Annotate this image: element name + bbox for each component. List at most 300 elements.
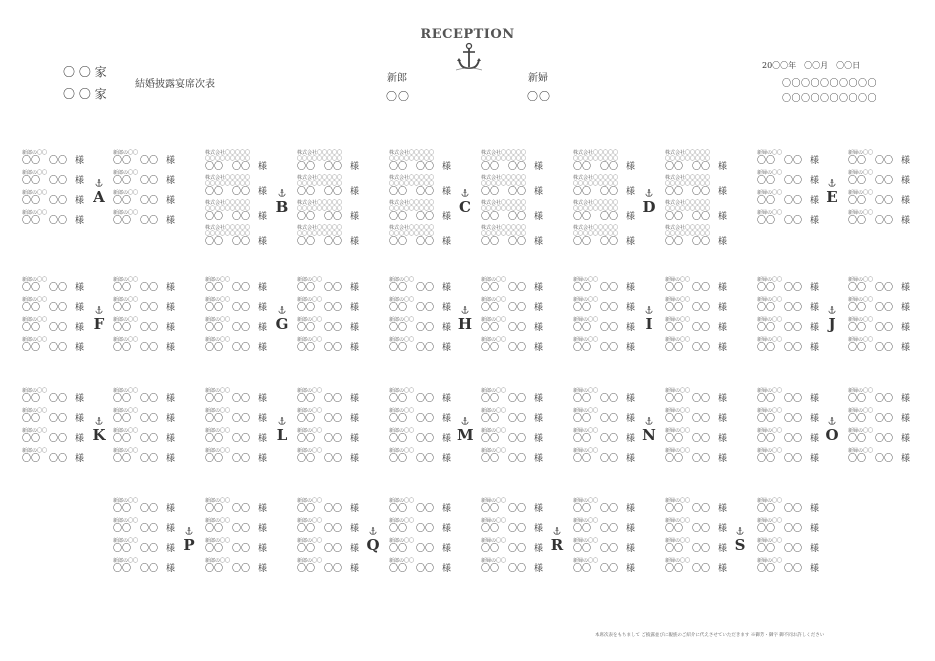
guest-name: 〇〇 〇〇 — [848, 196, 894, 206]
guest-entry — [757, 297, 819, 317]
guest-relation: 新郎の〇〇 — [389, 498, 415, 504]
guest-title: 〇〇〇〇〇〇〇〇〇 — [573, 156, 619, 162]
guest-entry — [205, 408, 267, 428]
guest-name-line — [297, 212, 359, 222]
guest-name-line — [481, 524, 543, 534]
guest-relation: 新郎の〇〇 — [205, 558, 231, 564]
guest-name-line — [389, 564, 451, 574]
guest-relation: 新郎の〇〇 — [481, 428, 507, 434]
guest-entry — [848, 317, 910, 337]
guest-name: 〇〇 〇〇 — [665, 303, 711, 313]
guest-honorific: 様 — [166, 176, 176, 186]
table-column-right — [297, 150, 359, 250]
guest-honorific: 様 — [75, 196, 85, 206]
guest-name-line — [665, 394, 727, 404]
guest-relation: 新郎の〇〇 — [389, 408, 415, 414]
table-letter: G — [275, 315, 289, 333]
guest-entry — [757, 317, 819, 337]
guest-entry — [113, 170, 175, 190]
guest-name: 〇〇 〇〇 — [22, 176, 68, 186]
guest-name-line — [481, 303, 543, 313]
table-column-left — [573, 277, 635, 357]
guest-name-line — [573, 212, 635, 222]
guest-name-line — [481, 454, 543, 464]
guest-name: 〇〇 〇〇 — [665, 162, 711, 172]
guest-honorific: 様 — [442, 212, 452, 222]
guest-name-line — [573, 564, 635, 574]
guest-company: 株式会社〇〇〇〇〇 — [573, 225, 619, 231]
guest-entry — [665, 408, 727, 428]
guest-name-line — [297, 303, 359, 313]
guest-honorific: 様 — [350, 544, 360, 554]
guest-entry — [113, 297, 175, 317]
guest-entry — [573, 558, 635, 578]
anchor-icon — [828, 306, 836, 314]
guest-honorific: 様 — [258, 187, 268, 197]
guest-entry — [757, 518, 819, 538]
guest-name-line — [113, 216, 175, 226]
guest-entry — [297, 428, 359, 448]
guest-name-line — [757, 156, 819, 166]
guest-name-line — [389, 283, 451, 293]
guest-relation: 新郎の〇〇 — [205, 428, 231, 434]
guest-relation: 新郎の〇〇 — [297, 317, 323, 323]
guest-name: 〇〇 〇〇 — [389, 394, 435, 404]
guest-name-line — [113, 156, 175, 166]
guest-honorific: 様 — [75, 394, 85, 404]
guest-name: 〇〇 〇〇 — [297, 504, 343, 514]
guest-name: 〇〇 〇〇 — [848, 343, 894, 353]
guest-relation: 新婦の〇〇 — [573, 317, 599, 323]
anchor-icon — [645, 189, 653, 197]
guest-name: 〇〇 〇〇 — [389, 434, 435, 444]
guest-honorific: 様 — [350, 343, 360, 353]
guest-honorific: 様 — [166, 303, 176, 313]
guest-company: 株式会社〇〇〇〇〇 — [573, 200, 619, 206]
guest-name-line — [297, 524, 359, 534]
guest-entry — [665, 388, 727, 408]
table-column-right — [113, 150, 175, 230]
guest-entry — [757, 190, 819, 210]
guest-relation: 新婦の〇〇 — [848, 388, 874, 394]
guest-name: 〇〇 〇〇 — [481, 212, 527, 222]
guest-name: 〇〇 〇〇 — [389, 283, 435, 293]
guest-entry — [757, 408, 819, 428]
guest-entry — [297, 317, 359, 337]
guest-entry — [389, 428, 451, 448]
guest-name: 〇〇 〇〇 — [22, 303, 68, 313]
guest-relation: 新郎の〇〇 — [22, 428, 48, 434]
guest-honorific: 様 — [350, 414, 360, 424]
guest-relation: 新郎の〇〇 — [113, 150, 139, 156]
guest-honorific: 様 — [75, 323, 85, 333]
guest-company: 株式会社〇〇〇〇〇 — [481, 150, 527, 156]
guest-name: 〇〇 〇〇 — [22, 323, 68, 333]
guest-name: 〇〇 〇〇 — [297, 343, 343, 353]
guest-name: 〇〇 〇〇 — [113, 176, 159, 186]
guest-honorific: 様 — [901, 216, 911, 226]
guest-name-line — [113, 544, 175, 554]
guest-honorific: 様 — [442, 414, 452, 424]
guest-relation: 新婦の〇〇 — [757, 538, 783, 544]
guest-honorific: 様 — [810, 564, 820, 574]
guest-name-line — [481, 162, 543, 172]
anchor-icon — [95, 417, 103, 425]
table-column-left — [22, 388, 84, 468]
guest-name-line — [389, 394, 451, 404]
guest-relation: 新郎の〇〇 — [205, 498, 231, 504]
guest-name-line — [573, 343, 635, 353]
guest-relation: 新郎の〇〇 — [113, 538, 139, 544]
guest-name-line — [389, 187, 451, 197]
table-column-right — [297, 277, 359, 357]
guest-entry — [665, 225, 727, 250]
guest-relation: 新婦の〇〇 — [665, 317, 691, 323]
groom-name: 〇〇 — [386, 90, 410, 103]
guest-name-line — [848, 394, 910, 404]
guest-name: 〇〇 〇〇 — [113, 544, 159, 554]
guest-entry — [573, 408, 635, 428]
guest-honorific: 様 — [350, 524, 360, 534]
guest-entry — [665, 317, 727, 337]
guest-name: 〇〇 〇〇 — [481, 504, 527, 514]
guest-honorific: 様 — [626, 212, 636, 222]
guest-honorific: 様 — [258, 454, 268, 464]
guest-entry — [848, 170, 910, 190]
table-column-right — [848, 388, 910, 468]
guest-name-line — [297, 454, 359, 464]
guest-name: 〇〇 〇〇 — [757, 176, 803, 186]
guest-relation: 新郎の〇〇 — [297, 518, 323, 524]
guest-name: 〇〇 〇〇 — [205, 394, 251, 404]
guest-name: 〇〇 〇〇 — [297, 524, 343, 534]
table-column-left — [205, 388, 267, 468]
guest-name: 〇〇 〇〇 — [757, 414, 803, 424]
guest-entry — [848, 388, 910, 408]
guest-honorific: 様 — [75, 434, 85, 444]
table-column-right — [113, 388, 175, 468]
guest-entry — [481, 408, 543, 428]
guest-name: 〇〇 〇〇 — [757, 196, 803, 206]
guest-name-line — [205, 323, 267, 333]
guest-company: 株式会社〇〇〇〇〇 — [389, 200, 435, 206]
guest-honorific: 様 — [442, 303, 452, 313]
guest-name-line — [757, 544, 819, 554]
guest-relation: 新婦の〇〇 — [848, 297, 874, 303]
guest-entry — [389, 337, 451, 357]
guest-entry — [848, 190, 910, 210]
guest-name-line — [481, 394, 543, 404]
guest-name-line — [113, 564, 175, 574]
guest-entry — [665, 297, 727, 317]
guest-honorific: 様 — [626, 394, 636, 404]
guest-entry — [205, 200, 267, 225]
guest-name-line — [297, 237, 359, 247]
guest-name: 〇〇 〇〇 — [481, 303, 527, 313]
guest-relation: 新郎の〇〇 — [22, 170, 48, 176]
guest-honorific: 様 — [166, 343, 176, 353]
table-column-left — [389, 388, 451, 468]
guest-relation: 新郎の〇〇 — [297, 448, 323, 454]
anchor-icon — [185, 527, 193, 535]
guest-honorific: 様 — [350, 303, 360, 313]
guest-name: 〇〇 〇〇 — [481, 162, 527, 172]
guest-relation: 新郎の〇〇 — [389, 538, 415, 544]
guest-entry — [205, 277, 267, 297]
guest-name-line — [297, 162, 359, 172]
guest-honorific: 様 — [901, 196, 911, 206]
table-column-right — [481, 277, 543, 357]
guest-name-line — [848, 434, 910, 444]
guest-honorific: 様 — [626, 303, 636, 313]
guest-relation: 新婦の〇〇 — [848, 448, 874, 454]
guest-name: 〇〇 〇〇 — [205, 414, 251, 424]
guest-entry — [848, 297, 910, 317]
guest-name: 〇〇 〇〇 — [573, 162, 619, 172]
guest-honorific: 様 — [810, 176, 820, 186]
guest-entry — [481, 428, 543, 448]
guest-honorific: 様 — [258, 283, 268, 293]
guest-relation: 新婦の〇〇 — [848, 150, 874, 156]
guest-relation: 新婦の〇〇 — [665, 538, 691, 544]
table-letter: A — [93, 188, 105, 206]
guest-relation: 新郎の〇〇 — [22, 317, 48, 323]
guest-entry — [22, 170, 84, 190]
anchor-icon — [828, 179, 836, 187]
guest-name: 〇〇 〇〇 — [848, 434, 894, 444]
guest-relation: 新郎の〇〇 — [113, 498, 139, 504]
guest-entry — [22, 190, 84, 210]
guest-name-line — [757, 414, 819, 424]
guest-honorific: 様 — [75, 343, 85, 353]
guest-name-line — [665, 434, 727, 444]
guest-name-line — [22, 454, 84, 464]
guest-honorific: 様 — [442, 283, 452, 293]
guest-name: 〇〇 〇〇 — [113, 303, 159, 313]
guest-name: 〇〇 〇〇 — [113, 524, 159, 534]
guest-entry — [297, 498, 359, 518]
guest-entry — [205, 225, 267, 250]
guest-name-line — [665, 283, 727, 293]
guest-honorific: 様 — [166, 504, 176, 514]
guest-honorific: 様 — [626, 343, 636, 353]
guest-relation: 新婦の〇〇 — [665, 558, 691, 564]
guest-honorific: 様 — [626, 237, 636, 247]
anchor-icon — [278, 189, 286, 197]
guest-honorific: 様 — [350, 504, 360, 514]
table-column-right — [665, 388, 727, 468]
guest-name-line — [481, 323, 543, 333]
guest-relation: 新婦の〇〇 — [481, 558, 507, 564]
guest-name-line — [205, 212, 267, 222]
guest-honorific: 様 — [810, 454, 820, 464]
guest-relation: 新郎の〇〇 — [389, 317, 415, 323]
guest-name: 〇〇 〇〇 — [481, 414, 527, 424]
guest-name-line — [389, 524, 451, 534]
guest-name: 〇〇 〇〇 — [297, 544, 343, 554]
table-column-left — [573, 150, 635, 250]
guest-title: 〇〇〇〇〇〇〇〇〇 — [297, 156, 343, 162]
table-letter: I — [645, 315, 653, 333]
guest-relation: 新婦の〇〇 — [573, 538, 599, 544]
guest-relation: 新郎の〇〇 — [389, 388, 415, 394]
guest-honorific: 様 — [258, 162, 268, 172]
guest-name-line — [481, 212, 543, 222]
guest-relation: 新郎の〇〇 — [113, 558, 139, 564]
table-letter: E — [826, 188, 838, 206]
guest-name-line — [665, 544, 727, 554]
guest-relation: 新郎の〇〇 — [205, 388, 231, 394]
guest-honorific: 様 — [75, 156, 85, 166]
guest-honorific: 様 — [901, 454, 911, 464]
guest-honorific: 様 — [810, 434, 820, 444]
guest-name-line — [389, 303, 451, 313]
table-column-right — [481, 150, 543, 250]
guest-entry — [297, 538, 359, 558]
guest-honorific: 様 — [810, 323, 820, 333]
guest-entry — [757, 388, 819, 408]
table-letter: C — [459, 198, 471, 216]
table-column-left — [205, 277, 267, 357]
guest-name: 〇〇 〇〇 — [848, 323, 894, 333]
guest-honorific: 様 — [534, 504, 544, 514]
guest-relation: 新郎の〇〇 — [22, 150, 48, 156]
guest-relation: 新郎の〇〇 — [22, 388, 48, 394]
guest-honorific: 様 — [258, 343, 268, 353]
guest-entry — [113, 210, 175, 230]
guest-relation: 新婦の〇〇 — [757, 190, 783, 196]
guest-honorific: 様 — [442, 434, 452, 444]
guest-entry — [481, 388, 543, 408]
table-column-right — [389, 498, 451, 578]
guest-entry — [297, 518, 359, 538]
guest-entry — [22, 317, 84, 337]
guest-name: 〇〇 〇〇 — [389, 564, 435, 574]
guest-honorific: 様 — [75, 454, 85, 464]
guest-relation: 新郎の〇〇 — [113, 277, 139, 283]
guest-name: 〇〇 〇〇 — [573, 187, 619, 197]
guest-entry — [113, 428, 175, 448]
guest-entry — [573, 428, 635, 448]
table-column-left — [113, 498, 175, 578]
guest-entry — [389, 150, 451, 175]
guest-honorific: 様 — [810, 343, 820, 353]
guest-relation: 新郎の〇〇 — [113, 448, 139, 454]
guest-name: 〇〇 〇〇 — [665, 237, 711, 247]
guest-entry — [757, 277, 819, 297]
guest-honorific: 様 — [534, 303, 544, 313]
guest-name-line — [573, 237, 635, 247]
guest-entry — [113, 558, 175, 578]
guest-entry — [297, 225, 359, 250]
guest-honorific: 様 — [258, 212, 268, 222]
guest-honorific: 様 — [810, 303, 820, 313]
guest-name: 〇〇 〇〇 — [297, 323, 343, 333]
guest-name-line — [757, 524, 819, 534]
guest-relation: 新郎の〇〇 — [113, 408, 139, 414]
guest-name: 〇〇 〇〇 — [113, 504, 159, 514]
guest-title: 〇〇〇〇〇〇〇〇〇 — [665, 156, 711, 162]
guest-name: 〇〇 〇〇 — [573, 504, 619, 514]
guest-name-line — [848, 156, 910, 166]
table-letter: Q — [366, 536, 380, 554]
guest-honorific: 様 — [626, 504, 636, 514]
guest-name: 〇〇 〇〇 — [573, 454, 619, 464]
guest-title: 〇〇〇〇〇〇〇〇〇 — [573, 206, 619, 212]
guest-honorific: 様 — [442, 524, 452, 534]
guest-name-line — [665, 414, 727, 424]
guest-honorific: 様 — [166, 196, 176, 206]
guest-title: 〇〇〇〇〇〇〇〇〇 — [665, 181, 711, 187]
guest-honorific: 様 — [718, 343, 728, 353]
guest-honorific: 様 — [810, 504, 820, 514]
guest-entry — [297, 448, 359, 468]
guest-relation: 新婦の〇〇 — [573, 388, 599, 394]
guest-name: 〇〇 〇〇 — [113, 454, 159, 464]
guest-name: 〇〇 〇〇 — [205, 283, 251, 293]
guest-name-line — [848, 343, 910, 353]
guest-name-line — [573, 504, 635, 514]
guest-honorific: 様 — [442, 237, 452, 247]
guest-company: 株式会社〇〇〇〇〇 — [389, 150, 435, 156]
guest-name: 〇〇 〇〇 — [389, 237, 435, 247]
guest-entry — [757, 210, 819, 230]
guest-company: 株式会社〇〇〇〇〇 — [573, 150, 619, 156]
guest-name: 〇〇 〇〇 — [389, 187, 435, 197]
table-column-left — [757, 150, 819, 230]
guest-entry — [481, 277, 543, 297]
guest-name: 〇〇 〇〇 — [22, 156, 68, 166]
guest-entry — [389, 175, 451, 200]
guest-honorific: 様 — [810, 544, 820, 554]
guest-name: 〇〇 〇〇 — [848, 216, 894, 226]
guest-honorific: 様 — [442, 504, 452, 514]
guest-entry — [205, 518, 267, 538]
guest-entry — [573, 225, 635, 250]
guest-entry — [389, 518, 451, 538]
guest-entry — [573, 150, 635, 175]
guest-entry — [205, 428, 267, 448]
guest-company: 株式会社〇〇〇〇〇 — [665, 175, 711, 181]
guest-name: 〇〇 〇〇 — [205, 323, 251, 333]
guest-entry — [113, 448, 175, 468]
guest-name-line — [297, 564, 359, 574]
guest-name: 〇〇 〇〇 — [389, 504, 435, 514]
guest-honorific: 様 — [350, 434, 360, 444]
guest-name-line — [113, 196, 175, 206]
guest-honorific: 様 — [75, 216, 85, 226]
guest-honorific: 様 — [901, 343, 911, 353]
guest-name: 〇〇 〇〇 — [573, 323, 619, 333]
guest-entry — [757, 558, 819, 578]
guest-title: 〇〇〇〇〇〇〇〇〇 — [573, 231, 619, 237]
table-column-right — [297, 388, 359, 468]
guest-entry — [113, 498, 175, 518]
guest-honorific: 様 — [534, 283, 544, 293]
guest-name-line — [665, 303, 727, 313]
guest-relation: 新郎の〇〇 — [22, 190, 48, 196]
guest-relation: 新婦の〇〇 — [757, 210, 783, 216]
guest-name: 〇〇 〇〇 — [205, 303, 251, 313]
guest-name-line — [205, 564, 267, 574]
guest-entry — [757, 448, 819, 468]
guest-entry — [481, 498, 543, 518]
guest-name: 〇〇 〇〇 — [665, 343, 711, 353]
guest-relation: 新婦の〇〇 — [757, 518, 783, 524]
guest-name: 〇〇 〇〇 — [389, 343, 435, 353]
guest-title: 〇〇〇〇〇〇〇〇〇 — [297, 231, 343, 237]
guest-entry — [481, 297, 543, 317]
